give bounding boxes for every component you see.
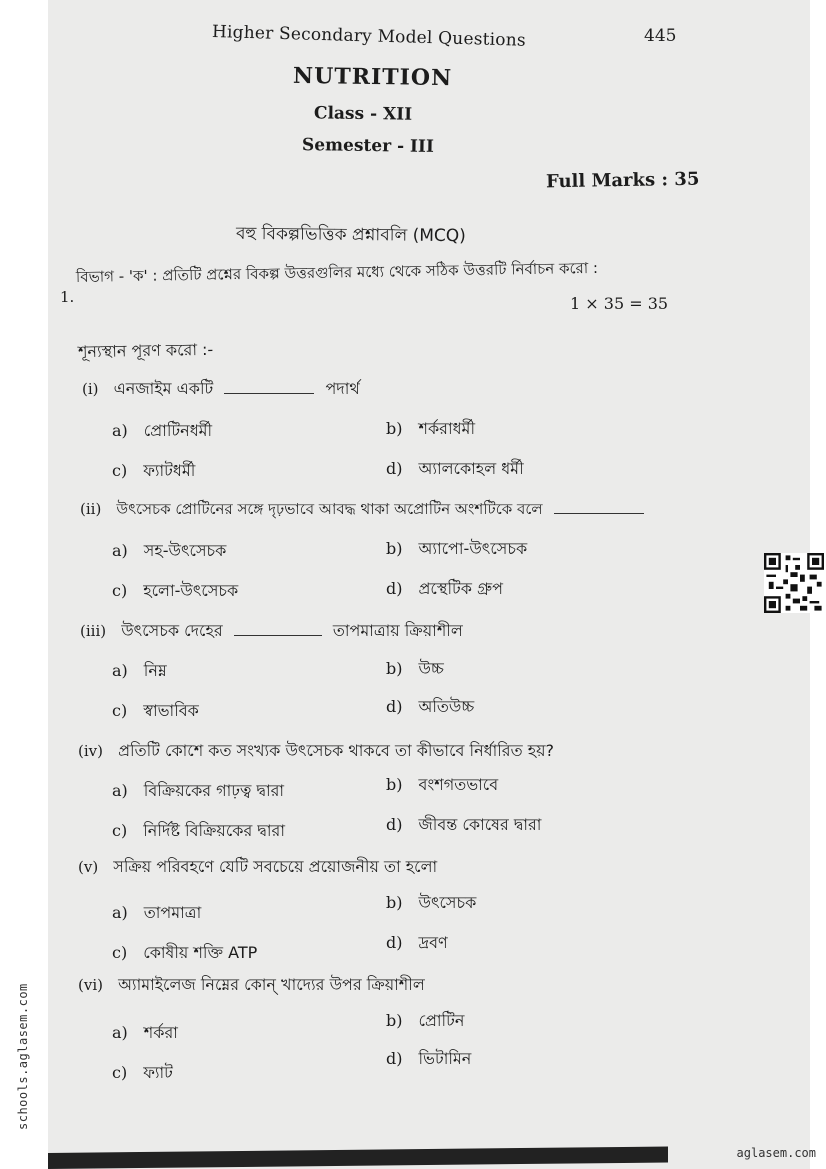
- option-text: বিক্রিয়কের গাঢ়ত্ব দ্বারা: [143, 781, 285, 800]
- question-num: (i): [82, 380, 99, 398]
- question-iv: [78, 738, 554, 765]
- question-ii: [80, 498, 644, 523]
- option-text: হলো-উৎসেচক: [143, 581, 239, 600]
- option-text: উচ্চ: [418, 659, 444, 678]
- question-text: সক্রিয় পরিবহণে যেটি সবচেয়ে প্রয়োজনীয় তা হলো: [113, 857, 438, 876]
- option: [112, 818, 285, 845]
- fill-blank-heading: শূন্যস্থান পূরণ করো :-: [77, 339, 214, 362]
- option-label: d): [386, 1049, 403, 1068]
- option-text: বংশগতভাবে: [418, 775, 499, 794]
- question-num: (iv): [78, 742, 103, 760]
- option-label: c): [112, 701, 128, 720]
- section-heading: বহু বিকল্পভিত্তিক প্রশ্নাবলি (MCQ): [235, 223, 466, 247]
- question-text-after: তাপমাত্রায় ক্রিয়াশীল: [332, 621, 463, 640]
- option-text: কোষীয় শক্তি ATP: [143, 943, 258, 962]
- option-label: d): [386, 697, 403, 716]
- question-text: প্রতিটি কোশে কত সংখ্যক উৎসেচক থাকবে তা কীভাবে নির্ধারিত হয়?: [118, 741, 555, 760]
- option: [386, 1008, 464, 1035]
- option-text: শর্করাধর্মী: [418, 419, 476, 438]
- option: [386, 890, 476, 917]
- option-text: উৎসেচক: [418, 893, 477, 912]
- option-text: সহ-উৎসেচক: [143, 541, 227, 560]
- class-label: Class - XII: [313, 103, 413, 125]
- option-text: অ্যাপো-উৎসেচক: [418, 539, 528, 558]
- option-label: d): [386, 459, 403, 478]
- question-text-after: পদার্থ: [325, 379, 360, 398]
- question-iii: [80, 618, 463, 645]
- option-text: প্রোটিনধর্মী: [143, 421, 213, 440]
- option-text: নিম্ন: [143, 661, 167, 680]
- answer-blank: [224, 379, 314, 394]
- question-number: 1.: [60, 288, 75, 306]
- option-label: b): [386, 1011, 403, 1030]
- option-text: ফ্যাটধর্মী: [143, 461, 196, 480]
- option: [112, 698, 199, 725]
- option: [386, 536, 527, 563]
- option-label: b): [386, 775, 403, 794]
- full-marks: Full Marks : 35: [545, 168, 700, 193]
- option: [386, 416, 475, 443]
- option-text: ফ্যাট: [143, 1063, 173, 1082]
- option: [386, 694, 474, 721]
- question-text: এনজাইম একটি: [113, 379, 214, 398]
- question-i: [82, 376, 360, 403]
- option: [112, 538, 226, 565]
- answer-blank: [234, 621, 322, 636]
- marks-formula: 1 × 35 = 35: [570, 294, 669, 313]
- option-label: d): [386, 815, 403, 834]
- option-text: অতিউচ্চ: [418, 697, 475, 716]
- option-label: c): [112, 943, 128, 962]
- option: [386, 656, 444, 683]
- option: [112, 1060, 173, 1087]
- option-label: a): [112, 421, 128, 440]
- option-text: স্বাভাবিক: [143, 701, 199, 720]
- option-label: b): [386, 419, 403, 438]
- option-text: নির্দিষ্ট বিক্রিয়কের দ্বারা: [143, 821, 285, 840]
- option-label: d): [386, 933, 403, 952]
- question-text: উৎসেচক দেহের: [121, 621, 223, 640]
- option-text: অ্যালকোহল ধর্মী: [418, 459, 524, 478]
- option-text: জীবন্ত কোষের দ্বারা: [418, 815, 542, 834]
- option-label: a): [112, 1023, 128, 1042]
- option-label: a): [112, 661, 128, 680]
- option: [112, 458, 195, 485]
- option: [112, 658, 167, 685]
- option-label: c): [112, 821, 128, 840]
- option-label: b): [386, 893, 403, 912]
- semester-label: Semester - III: [301, 135, 434, 157]
- option: [112, 900, 201, 927]
- watermark-right: aglasem.com: [736, 1146, 816, 1160]
- option: [112, 778, 284, 805]
- question-v: [78, 854, 437, 881]
- book-title: Higher Secondary Model Questions: [211, 22, 527, 51]
- option-text: প্রোটিন: [418, 1011, 465, 1030]
- option-label: c): [112, 581, 128, 600]
- option-label: a): [112, 781, 128, 800]
- option-text: তাপমাত্রা: [143, 903, 202, 922]
- option-label: b): [386, 539, 403, 558]
- instruction: বিভাগ - 'ক' : প্রতিটি প্রশ্নের বিকল্প উত্তরগুলির মধ্যে থেকে সঠিক উত্তরটি নির্বাচন করো :: [75, 258, 599, 286]
- option-label: c): [112, 461, 128, 480]
- option-text: ভিটামিন: [418, 1049, 472, 1068]
- option: [386, 930, 448, 957]
- option-text: প্রস্থেটিক গ্রুপ: [418, 579, 503, 598]
- option-label: b): [386, 659, 403, 678]
- option: [386, 576, 503, 603]
- option: [386, 812, 541, 839]
- question-text: উৎসেচক প্রোটিনের সঙ্গে দৃঢ়ভাবে আবদ্ধ থাকা অপ্রোটিন অংশটিকে বলে: [116, 500, 543, 518]
- watermark-left: schools.aglasem.com: [16, 983, 30, 1130]
- option-label: a): [112, 903, 128, 922]
- question-num: (iii): [80, 622, 107, 640]
- option-text: দ্রবণ: [418, 933, 448, 952]
- answer-blank: [554, 499, 644, 514]
- option: [386, 772, 498, 799]
- question-vi: [78, 972, 425, 999]
- question-text: অ্যামাইলেজ নিম্নের কোন্ খাদ্যের উপর ক্রিয়াশীল: [118, 975, 425, 994]
- option: [386, 1046, 471, 1073]
- option-label: d): [386, 579, 403, 598]
- option: [112, 418, 212, 445]
- page-number: 445: [644, 26, 677, 46]
- option-text: শর্করা: [143, 1023, 178, 1042]
- option: [112, 940, 257, 967]
- subject-title: NUTRITION: [292, 62, 453, 92]
- option: [112, 578, 238, 605]
- question-num: (vi): [78, 976, 103, 994]
- option-label: a): [112, 541, 128, 560]
- option: [386, 456, 524, 483]
- question-num: (v): [78, 858, 99, 876]
- option: [112, 1020, 178, 1047]
- option-label: c): [112, 1063, 128, 1082]
- question-num: (ii): [80, 500, 102, 518]
- qr-code-icon: [764, 553, 824, 613]
